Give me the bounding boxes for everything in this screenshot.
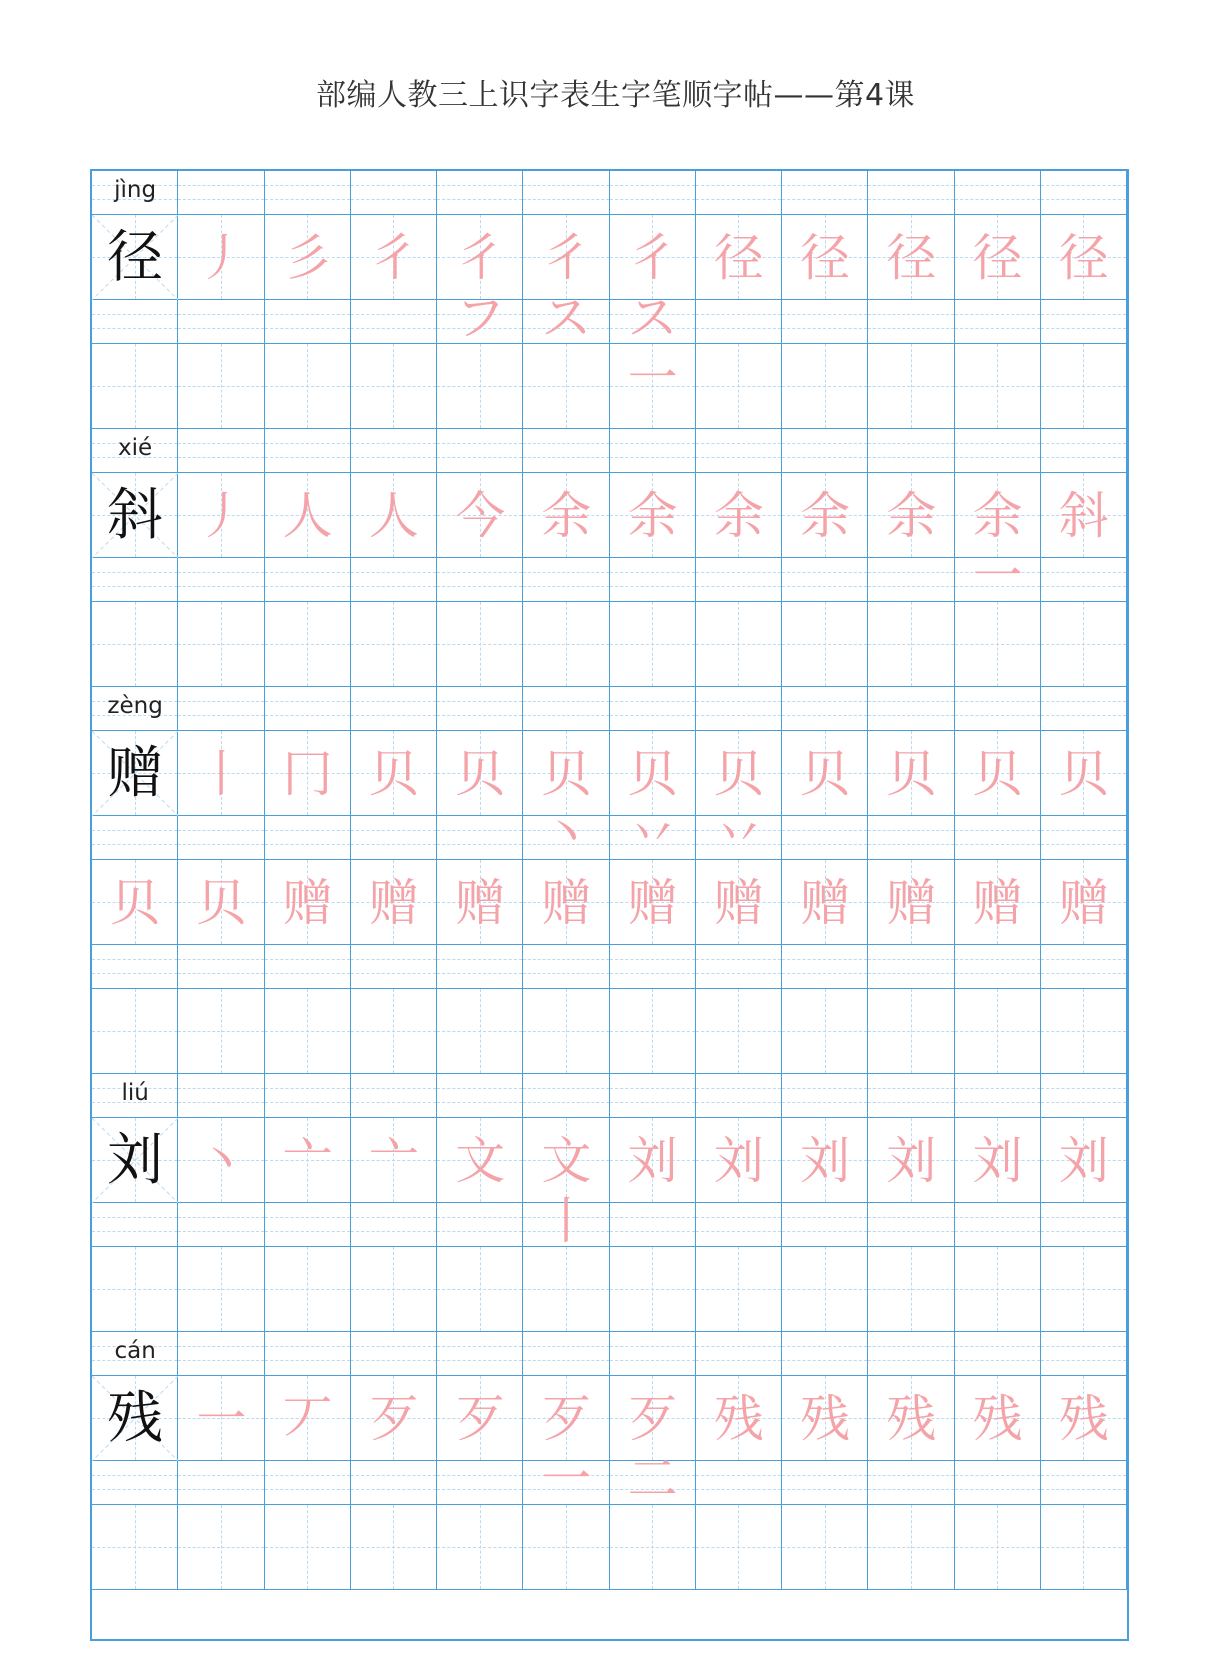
pinyin-cell — [955, 816, 1041, 860]
tianzige-cell — [178, 1247, 264, 1332]
pinyin-cell — [437, 687, 523, 731]
pinyin-cell — [782, 945, 868, 989]
pinyin-cell — [782, 1332, 868, 1376]
pinyin-cell — [523, 429, 609, 473]
pinyin-cell — [523, 558, 609, 602]
pinyin-cell — [178, 816, 264, 860]
tianzige-cell — [696, 1247, 782, 1332]
tianzige-cell — [92, 1247, 178, 1332]
pinyin-cell — [782, 687, 868, 731]
stroke-order-character: 残 — [1058, 1389, 1109, 1448]
pinyin-cell — [696, 1461, 782, 1505]
tianzige-cell — [955, 989, 1041, 1074]
pinyin-cell — [351, 1074, 437, 1118]
stroke-order-character: 余 — [541, 486, 592, 545]
pinyin-cell — [696, 687, 782, 731]
pinyin-cell — [955, 687, 1041, 731]
stroke-order-character: 残 — [972, 1389, 1023, 1448]
tianzige-cell — [696, 989, 782, 1074]
pinyin-cell — [610, 1203, 696, 1247]
pinyin-cell — [178, 429, 264, 473]
pinyin-cell — [265, 687, 351, 731]
pinyin-cell — [351, 816, 437, 860]
tianzige-cell — [782, 344, 868, 429]
tianzige-cell — [696, 1505, 782, 1590]
stroke-order-character: 径 — [972, 228, 1023, 287]
pinyin-cell — [868, 687, 954, 731]
pinyin-cell — [178, 945, 264, 989]
stroke-order-character: 丿 — [196, 228, 247, 287]
tianzige-cell — [178, 602, 264, 687]
pinyin-label: cán — [114, 1338, 156, 1364]
pinyin-cell — [696, 1332, 782, 1376]
tianzige-cell — [265, 1247, 351, 1332]
pinyin-cell — [1041, 687, 1127, 731]
tianzige-cell — [92, 989, 178, 1074]
stroke-order-character: 彳 — [368, 228, 419, 287]
stroke-order-character: 亠 — [282, 1131, 333, 1190]
pinyin-cell — [437, 1461, 523, 1505]
pinyin-cell — [437, 1203, 523, 1247]
pinyin-cell — [868, 816, 954, 860]
tianzige-cell — [351, 1505, 437, 1590]
model-character: 斜 — [107, 482, 164, 548]
tianzige-cell — [437, 1505, 523, 1590]
pinyin-cell — [955, 1461, 1041, 1505]
stroke-order-character: 贝 — [1058, 744, 1109, 803]
pinyin-label: jìng — [114, 177, 157, 203]
tianzige-cell — [782, 602, 868, 687]
pinyin-cell — [92, 945, 178, 989]
stroke-order-character: 赠 — [541, 873, 592, 932]
pinyin-cell — [265, 429, 351, 473]
pinyin-cell — [1041, 558, 1127, 602]
stroke-order-character: 彡 — [282, 228, 333, 287]
stroke-order-character: 贝丷 — [713, 744, 764, 863]
tianzige-cell — [437, 344, 523, 429]
stroke-order-character: 径 — [713, 228, 764, 287]
tianzige-cell — [1041, 1247, 1127, 1332]
stroke-order-character: 丶 — [196, 1131, 247, 1190]
pinyin-cell — [696, 945, 782, 989]
tianzige-cell — [523, 602, 609, 687]
stroke-order-character: 歹二 — [627, 1389, 678, 1508]
tianzige-cell — [351, 989, 437, 1074]
tianzige-cell — [265, 344, 351, 429]
stroke-order-character: 贝 — [455, 744, 506, 803]
pinyin-cell — [351, 429, 437, 473]
tianzige-cell — [955, 602, 1041, 687]
pinyin-cell — [782, 429, 868, 473]
pinyin-label: xié — [118, 435, 153, 461]
stroke-order-character: 丿 — [196, 486, 247, 545]
pinyin-cell — [868, 1461, 954, 1505]
pinyin-cell — [437, 945, 523, 989]
tianzige-cell — [1041, 989, 1127, 1074]
pinyin-cell — [351, 300, 437, 344]
pinyin-cell — [955, 1074, 1041, 1118]
stroke-order-character: 刘 — [1058, 1131, 1109, 1190]
tianzige-cell — [610, 1505, 696, 1590]
tianzige-cell — [92, 344, 178, 429]
stroke-order-character: 贝丷 — [627, 744, 678, 863]
pinyin-cell — [1041, 816, 1127, 860]
stroke-order-character: 贝 — [800, 744, 851, 803]
stroke-order-character: 赠 — [800, 873, 851, 932]
pinyin-cell — [696, 300, 782, 344]
pinyin-cell — [1041, 171, 1127, 215]
pinyin-cell — [782, 558, 868, 602]
pinyin-cell — [92, 558, 178, 602]
pinyin-cell — [178, 687, 264, 731]
tianzige-cell — [782, 989, 868, 1074]
pinyin-cell — [351, 558, 437, 602]
pinyin-cell — [868, 1332, 954, 1376]
pinyin-cell — [1041, 1332, 1127, 1376]
pinyin-cell — [351, 1461, 437, 1505]
pinyin-cell — [437, 816, 523, 860]
pinyin-cell — [523, 687, 609, 731]
pinyin-cell — [868, 300, 954, 344]
stroke-order-character: 一 — [196, 1389, 247, 1448]
tianzige-cell — [351, 1247, 437, 1332]
tianzige-cell — [265, 1505, 351, 1590]
pinyin-cell — [265, 171, 351, 215]
pinyin-cell — [696, 171, 782, 215]
pinyin-cell — [1041, 429, 1127, 473]
pinyin-cell — [265, 816, 351, 860]
stroke-order-character: 残 — [713, 1389, 764, 1448]
pinyin-cell — [610, 687, 696, 731]
stroke-order-character: 残 — [800, 1389, 851, 1448]
pinyin-cell — [955, 300, 1041, 344]
tianzige-cell — [696, 344, 782, 429]
stroke-order-character: 赠 — [282, 873, 333, 932]
tianzige-cell — [523, 1247, 609, 1332]
stroke-order-character: 斜 — [1058, 486, 1109, 545]
stroke-order-character: 刘 — [972, 1131, 1023, 1190]
pinyin-cell — [351, 945, 437, 989]
pinyin-cell — [955, 1203, 1041, 1247]
stroke-order-character: 余 — [800, 486, 851, 545]
tianzige-cell — [610, 1247, 696, 1332]
stroke-order-character: 余一 — [972, 486, 1023, 605]
tianzige-cell — [868, 602, 954, 687]
tianzige-cell — [351, 602, 437, 687]
stroke-order-character: 人 — [368, 486, 419, 545]
pinyin-cell — [1041, 1074, 1127, 1118]
tianzige-cell — [868, 989, 954, 1074]
pinyin-cell — [1041, 1461, 1127, 1505]
model-character: 径 — [107, 224, 164, 290]
tianzige-cell — [868, 1505, 954, 1590]
pinyin-cell — [955, 429, 1041, 473]
stroke-order-character: 余 — [713, 486, 764, 545]
model-character: 刘 — [107, 1127, 164, 1193]
pinyin-cell — [351, 687, 437, 731]
pinyin-cell — [868, 558, 954, 602]
stroke-order-character: 文 — [455, 1131, 506, 1190]
stroke-order-character: 人 — [282, 486, 333, 545]
stroke-order-character: 径 — [886, 228, 937, 287]
pinyin-cell — [523, 1332, 609, 1376]
pinyin-cell — [92, 816, 178, 860]
pinyin-cell — [178, 300, 264, 344]
stroke-order-character: 赠 — [455, 873, 506, 932]
stroke-order-character: 丆 — [282, 1389, 333, 1448]
stroke-order-character: 贝 — [972, 744, 1023, 803]
pinyin-cell — [351, 1203, 437, 1247]
tianzige-cell — [782, 1247, 868, 1332]
pinyin-cell — [178, 1074, 264, 1118]
stroke-order-character: 径 — [1058, 228, 1109, 287]
pinyin-cell — [265, 1332, 351, 1376]
pinyin-cell — [868, 1203, 954, 1247]
page-title: 部编人教三上识字表生字笔顺字帖——第4课 — [315, 78, 916, 113]
pinyin-cell — [782, 171, 868, 215]
stroke-order-character: 歹 — [368, 1389, 419, 1448]
stroke-order-character: 贝丶 — [541, 744, 592, 863]
stroke-order-character: 今 — [455, 486, 506, 545]
tianzige-cell — [1041, 602, 1127, 687]
pinyin-cell — [178, 171, 264, 215]
stroke-order-character: 彳ス — [541, 228, 592, 347]
tianzige-cell — [955, 1505, 1041, 1590]
stroke-order-character: 贝 — [196, 873, 247, 932]
stroke-order-character: 赠 — [886, 873, 937, 932]
stroke-order-character: 文丨 — [541, 1131, 592, 1250]
tianzige-cell — [523, 1505, 609, 1590]
tianzige-cell — [868, 344, 954, 429]
pinyin-cell — [610, 945, 696, 989]
pinyin-cell — [92, 1203, 178, 1247]
stroke-order-character: 刘 — [886, 1131, 937, 1190]
stroke-order-character: 亠 — [368, 1131, 419, 1190]
tianzige-cell — [92, 1505, 178, 1590]
pinyin-cell — [610, 171, 696, 215]
stroke-order-character: 赠 — [1058, 873, 1109, 932]
pinyin-cell — [782, 816, 868, 860]
pinyin-cell — [782, 1074, 868, 1118]
pinyin-cell — [955, 1332, 1041, 1376]
pinyin-cell — [610, 558, 696, 602]
stroke-order-character: 径 — [800, 228, 851, 287]
tianzige-cell — [92, 602, 178, 687]
stroke-order-character: 赠 — [713, 873, 764, 932]
pinyin-cell — [178, 1461, 264, 1505]
tianzige-cell — [351, 344, 437, 429]
pinyin-cell — [437, 558, 523, 602]
pinyin-cell — [351, 171, 437, 215]
pinyin-cell — [1041, 945, 1127, 989]
tianzige-cell — [437, 602, 523, 687]
stroke-order-character: 余 — [627, 486, 678, 545]
pinyin-cell — [868, 429, 954, 473]
pinyin-cell — [437, 429, 523, 473]
stroke-order-character: 贝 — [110, 873, 161, 932]
pinyin-cell — [955, 945, 1041, 989]
pinyin-cell — [265, 300, 351, 344]
pinyin-cell — [351, 1332, 437, 1376]
pinyin-cell — [955, 171, 1041, 215]
tianzige-cell — [1041, 344, 1127, 429]
stroke-order-character: 丨 — [196, 744, 247, 803]
tianzige-cell — [1041, 1505, 1127, 1590]
tianzige-cell — [265, 989, 351, 1074]
tianzige-cell — [178, 344, 264, 429]
pinyin-cell — [782, 1461, 868, 1505]
pinyin-cell — [178, 558, 264, 602]
tianzige-cell — [523, 344, 609, 429]
tianzige-cell — [178, 989, 264, 1074]
pinyin-cell — [610, 1074, 696, 1118]
model-character: 残 — [107, 1385, 164, 1451]
tianzige-cell — [178, 1505, 264, 1590]
pinyin-cell — [696, 429, 782, 473]
stroke-order-character: 赠 — [368, 873, 419, 932]
pinyin-cell — [265, 1203, 351, 1247]
pinyin-cell — [610, 1332, 696, 1376]
pinyin-cell — [178, 1203, 264, 1247]
tianzige-cell — [868, 1247, 954, 1332]
practice-grid — [90, 169, 1129, 1641]
pinyin-label: liú — [121, 1080, 149, 1106]
model-character: 赠 — [107, 740, 164, 806]
pinyin-cell — [178, 1332, 264, 1376]
stroke-order-character: 刘 — [800, 1131, 851, 1190]
tianzige-cell — [610, 989, 696, 1074]
pinyin-cell — [782, 1203, 868, 1247]
pinyin-cell — [437, 1074, 523, 1118]
pinyin-cell — [696, 1074, 782, 1118]
tianzige-cell — [437, 1247, 523, 1332]
pinyin-cell — [523, 945, 609, 989]
pinyin-cell — [868, 1074, 954, 1118]
stroke-order-character: 刘 — [713, 1131, 764, 1190]
pinyin-cell — [265, 1074, 351, 1118]
stroke-order-character: 刘 — [627, 1131, 678, 1190]
tianzige-cell — [610, 602, 696, 687]
pinyin-cell — [265, 558, 351, 602]
stroke-order-character: 贝 — [368, 744, 419, 803]
tianzige-cell — [955, 1247, 1041, 1332]
stroke-order-character: 赠 — [627, 873, 678, 932]
stroke-order-character: 贝 — [886, 744, 937, 803]
pinyin-cell — [696, 558, 782, 602]
pinyin-cell — [1041, 300, 1127, 344]
tianzige-cell — [437, 989, 523, 1074]
stroke-order-character: 余 — [886, 486, 937, 545]
pinyin-cell — [696, 1203, 782, 1247]
stroke-order-character: 残 — [886, 1389, 937, 1448]
pinyin-cell — [437, 1332, 523, 1376]
pinyin-cell — [868, 171, 954, 215]
pinyin-cell — [868, 945, 954, 989]
pinyin-cell — [610, 429, 696, 473]
stroke-order-character: 冂 — [282, 744, 333, 803]
pinyin-cell — [265, 1461, 351, 1505]
stroke-order-character: 赠 — [972, 873, 1023, 932]
pinyin-cell — [782, 300, 868, 344]
stroke-order-character: 彳フ — [455, 228, 506, 347]
tianzige-cell — [523, 989, 609, 1074]
stroke-order-character: 歹一 — [541, 1389, 592, 1508]
tianzige-cell — [782, 1505, 868, 1590]
pinyin-label: zèng — [107, 693, 163, 719]
tianzige-cell — [696, 602, 782, 687]
pinyin-cell — [523, 171, 609, 215]
pinyin-cell — [92, 1461, 178, 1505]
pinyin-cell — [523, 1074, 609, 1118]
stroke-order-character: 歹 — [455, 1389, 506, 1448]
tianzige-cell — [955, 344, 1041, 429]
stroke-order-character: 彳ス一 — [627, 228, 678, 407]
tianzige-cell — [265, 602, 351, 687]
pinyin-cell — [265, 945, 351, 989]
pinyin-cell — [92, 300, 178, 344]
pinyin-cell — [1041, 1203, 1127, 1247]
pinyin-cell — [437, 171, 523, 215]
